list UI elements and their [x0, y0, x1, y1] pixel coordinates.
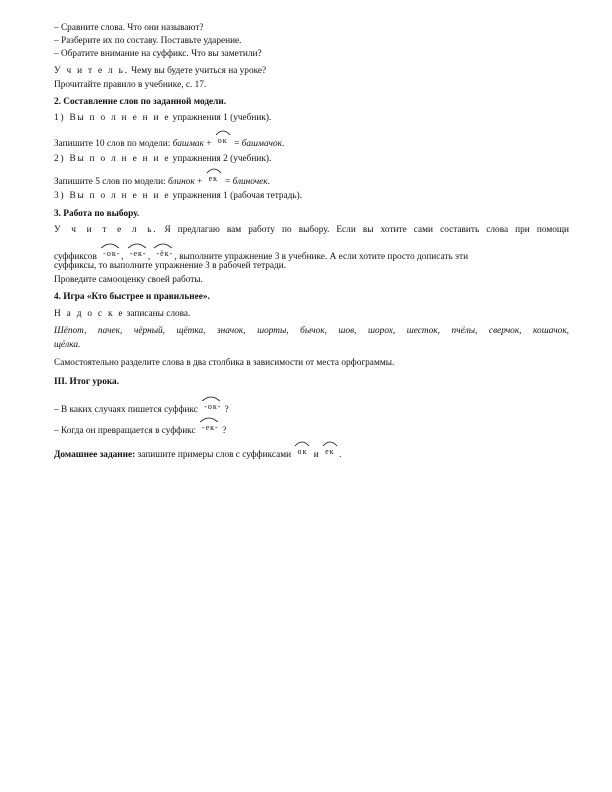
section-heading-summary: III. Итог урока. — [54, 377, 120, 387]
homework: Домашнее задание: запишите примеры слов с суффиксами ок и ек . — [54, 446, 341, 461]
suffix-ek-icon: ек — [206, 173, 222, 184]
suffix-ek-icon: ек — [322, 446, 338, 457]
line-compare: – Сравните слова. Что они называют? — [54, 23, 204, 33]
task-1: 1) Вы п о л н е н и е упражнения 1 (учебник). — [54, 113, 272, 123]
word-list-1: Шёпот, пачек, чёрный, щётка, значок, шорты, бычок, шов, шорох, шесток, пчёлы, сверчок, кошачок, — [54, 326, 569, 336]
suffix-ok-icon: ок — [294, 446, 310, 457]
suffix-ok-icon: -ок- — [100, 248, 120, 259]
line-teacher-question: У ч и т е л ь. Чему вы будете учиться на уроке? — [54, 66, 267, 76]
suffix-ok-icon: -ок- — [201, 401, 221, 412]
word-list-2: щёлка. — [54, 340, 81, 350]
suffix-ek-icon: -ек- — [127, 248, 147, 259]
paragraph-choice-1: У ч и т е л ь. Я предлагаю вам работу по выбору. Если вы хотите сами составить слова при помощи — [54, 225, 569, 235]
speaker-label: У ч и т е л ь. — [54, 66, 129, 76]
question-2: – Когда он превращается в суффикс -ек- ? — [54, 422, 226, 437]
task-2: 2) Вы п о л н е н и е упражнения 2 (учебник). — [54, 154, 272, 164]
paragraph-choice-2: суффиксов -ок- , -ек- , -ёк- , выполните упражнение 3 в учебнике. А если хотите просто дописать эти — [54, 248, 569, 263]
line-read-rule: Прочитайте правило в учебнике, с. 17. — [54, 80, 207, 90]
question-1: – В каких случаях пишется суффикс -ок- ? — [54, 401, 229, 416]
suffix-ok-icon: ок — [215, 135, 231, 146]
section-heading-3: 3. Работа по выбору. — [54, 209, 140, 219]
task-1-model: Запишите 10 слов по модели: башмак + ок = башмачок. — [54, 135, 284, 150]
suffix-ek-icon: -ек- — [199, 422, 219, 433]
sort-instruction: Самостоятельно разделите слова в два столбика в зависимости от места орфограммы. — [54, 358, 395, 368]
paragraph-choice-3: суффиксы, то выполните упражнение 3 в рабочей тетради. — [54, 261, 287, 271]
section-heading-2: 2. Составление слов по заданной модели. — [54, 97, 227, 107]
section-heading-4: 4. Игра «Кто быстрее и правильнее». — [54, 292, 210, 302]
board-line: Н а д о с к е записаны слова. — [54, 309, 191, 319]
task-3: 3) Вы п о л н е н и е упражнения 1 (рабочая тетрадь). — [54, 191, 303, 201]
line-attention: – Обратите внимание на суффикс. Что вы заметили? — [54, 49, 262, 59]
line-parse: – Разберите их по составу. Поставьте ударение. — [54, 36, 242, 46]
self-assessment: Проведите самооценку своей работы. — [54, 275, 203, 285]
suffix-yok-icon: -ёк- — [153, 248, 173, 259]
task-2-model: Запишите 5 слов по модели: блинок + ек = блиночек. — [54, 173, 270, 188]
homework-label: Домашнее задание: — [54, 450, 136, 460]
